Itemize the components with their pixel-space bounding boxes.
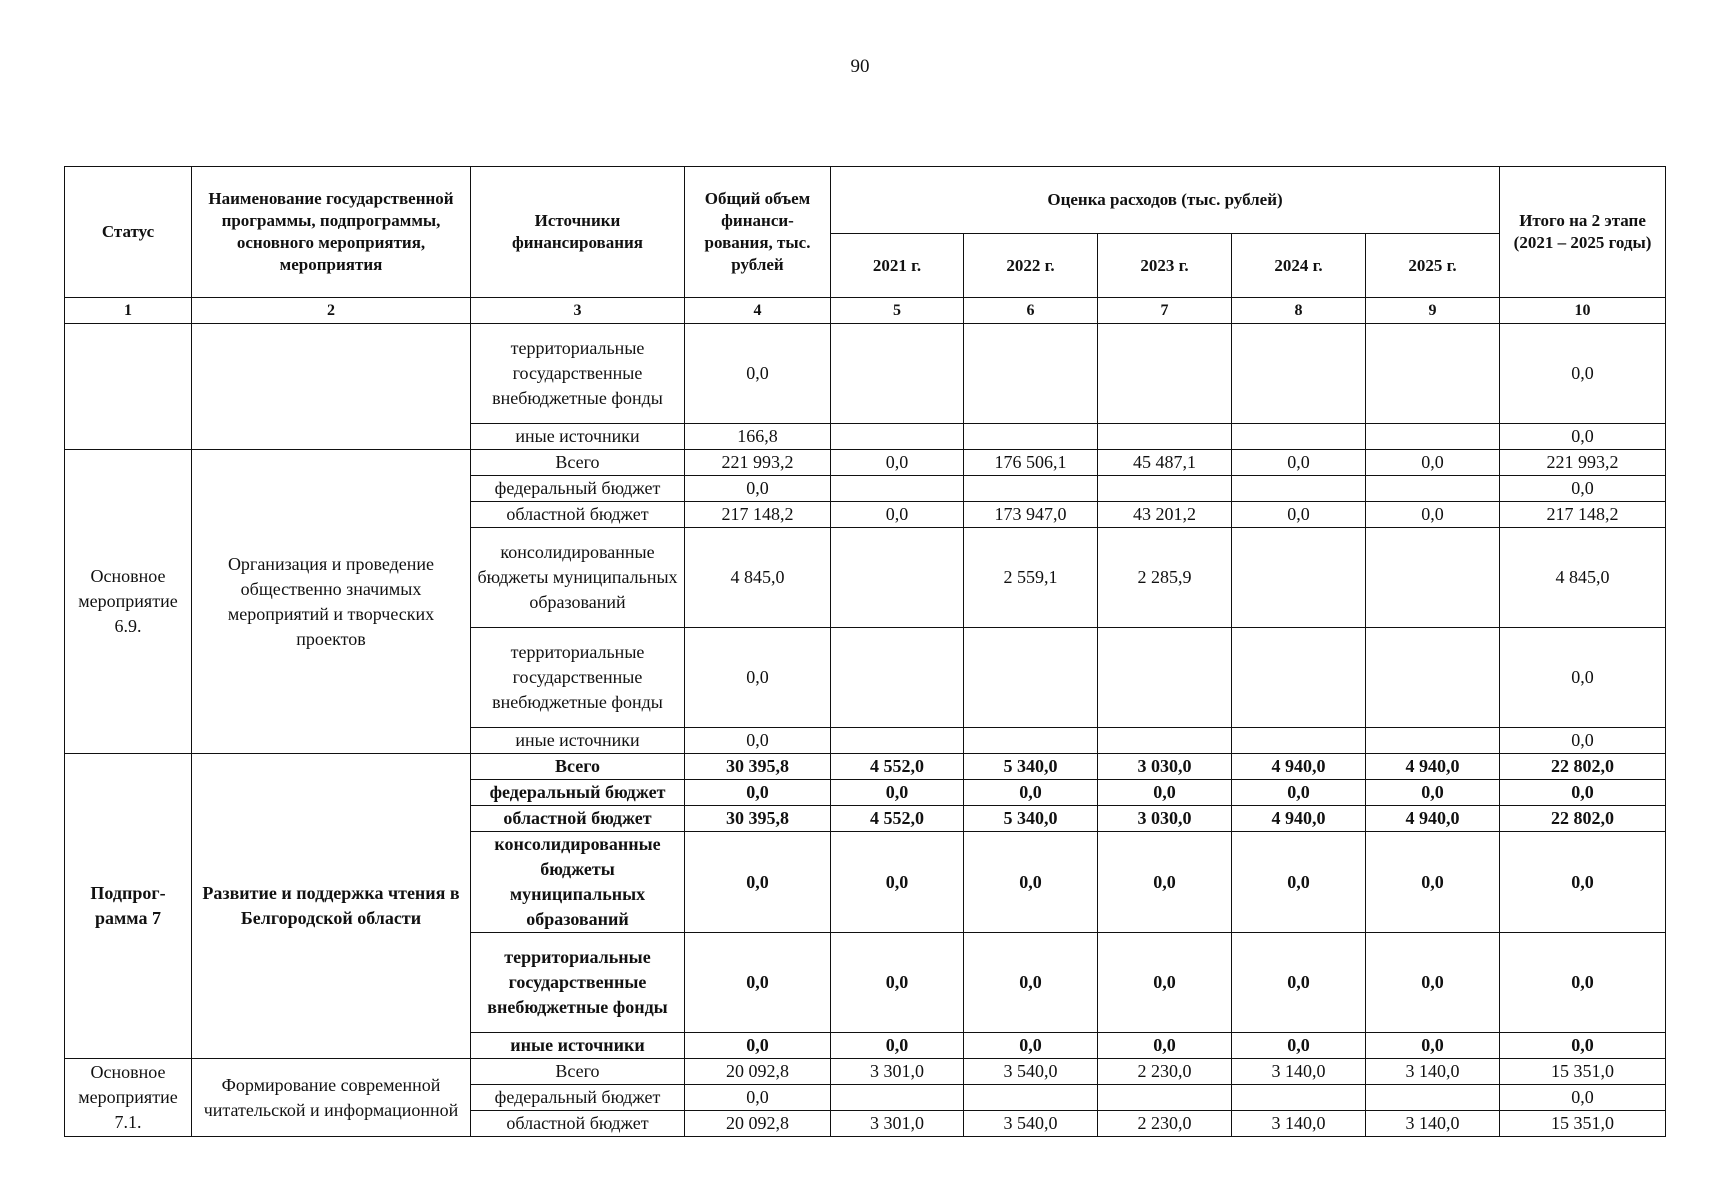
year-2022-cell: 2 559,1 (964, 528, 1098, 628)
year-2021-cell: 4 552,0 (831, 806, 964, 832)
table-row (65, 324, 1666, 424)
year-2024-cell: 0,0 (1232, 502, 1366, 528)
source-cell: иные источники (471, 728, 685, 754)
table-row (65, 450, 1666, 476)
source-cell: федеральный бюджет (471, 1085, 685, 1111)
header-total-volume: Общий объем финанси-рования, тыс. рублей (685, 167, 831, 298)
header-year: 2025 г. (1366, 234, 1500, 298)
year-2025-cell: 4 940,0 (1366, 754, 1500, 780)
column-number: 3 (471, 298, 685, 324)
year-2021-cell: 0,0 (831, 502, 964, 528)
table-row (65, 754, 1666, 780)
year-2024-cell: 4 940,0 (1232, 754, 1366, 780)
year-2021-cell (831, 476, 964, 502)
source-cell: Всего (471, 450, 685, 476)
column-number: 5 (831, 298, 964, 324)
total-cell: 0,0 (685, 628, 831, 728)
year-2023-cell: 2 285,9 (1098, 528, 1232, 628)
year-2022-cell: 5 340,0 (964, 806, 1098, 832)
source-cell: областной бюджет (471, 502, 685, 528)
year-2021-cell (831, 424, 964, 450)
source-cell: федеральный бюджет (471, 476, 685, 502)
stage-total-cell: 0,0 (1500, 628, 1666, 728)
stage-total-cell: 0,0 (1500, 1085, 1666, 1111)
year-2024-cell: 0,0 (1232, 832, 1366, 933)
source-cell: территориальные государственные внебюджетные фонды (471, 628, 685, 728)
total-cell: 0,0 (685, 780, 831, 806)
stage-total-cell: 0,0 (1500, 424, 1666, 450)
total-cell: 0,0 (685, 1085, 831, 1111)
year-2021-cell: 3 301,0 (831, 1111, 964, 1137)
year-2024-cell: 3 140,0 (1232, 1059, 1366, 1085)
total-cell: 0,0 (685, 728, 831, 754)
stage-total-cell: 15 351,0 (1500, 1111, 1666, 1137)
source-cell: Всего (471, 754, 685, 780)
name-cell: Развитие и поддержка чтения в Белгородской области (192, 754, 471, 1059)
header-year: 2021 г. (831, 234, 964, 298)
year-2022-cell: 3 540,0 (964, 1059, 1098, 1085)
source-cell: областной бюджет (471, 1111, 685, 1137)
year-2024-cell: 0,0 (1232, 780, 1366, 806)
year-2025-cell: 0,0 (1366, 832, 1500, 933)
year-2023-cell: 43 201,2 (1098, 502, 1232, 528)
year-2023-cell (1098, 1085, 1232, 1111)
header-sources: Источники финансирования (471, 167, 685, 298)
stage-total-cell: 221 993,2 (1500, 450, 1666, 476)
status-cell (65, 324, 192, 450)
year-2025-cell (1366, 628, 1500, 728)
year-2022-cell (964, 476, 1098, 502)
year-2025-cell (1366, 1085, 1500, 1111)
table-body (65, 324, 1666, 1137)
year-2023-cell: 2 230,0 (1098, 1111, 1232, 1137)
year-2022-cell (964, 628, 1098, 728)
total-cell: 30 395,8 (685, 806, 831, 832)
year-2022-cell: 176 506,1 (964, 450, 1098, 476)
year-2024-cell (1232, 528, 1366, 628)
name-cell (192, 324, 471, 450)
source-cell: федеральный бюджет (471, 780, 685, 806)
stage-total-cell: 0,0 (1500, 476, 1666, 502)
year-2022-cell (964, 424, 1098, 450)
year-2025-cell: 3 140,0 (1366, 1111, 1500, 1137)
year-2025-cell: 0,0 (1366, 502, 1500, 528)
year-2022-cell: 5 340,0 (964, 754, 1098, 780)
page-number: 90 (850, 56, 870, 77)
column-number: 4 (685, 298, 831, 324)
year-2021-cell: 3 301,0 (831, 1059, 964, 1085)
name-cell: Организация и проведение общественно значимых мероприятий и творческих проектов (192, 450, 471, 754)
column-number: 2 (192, 298, 471, 324)
year-2021-cell: 0,0 (831, 933, 964, 1033)
year-2022-cell: 0,0 (964, 780, 1098, 806)
stage-total-cell: 0,0 (1500, 933, 1666, 1033)
year-2023-cell (1098, 728, 1232, 754)
stage-total-cell: 22 802,0 (1500, 754, 1666, 780)
status-cell: Подпрог-рамма 7 (65, 754, 192, 1059)
year-2024-cell (1232, 324, 1366, 424)
year-2023-cell (1098, 424, 1232, 450)
year-2024-cell (1232, 424, 1366, 450)
year-2022-cell: 3 540,0 (964, 1111, 1098, 1137)
header-year: 2024 г. (1232, 234, 1366, 298)
total-cell: 0,0 (685, 324, 831, 424)
year-2024-cell (1232, 728, 1366, 754)
status-cell: Основное мероприятие 6.9. (65, 450, 192, 754)
year-2022-cell (964, 728, 1098, 754)
year-2022-cell (964, 1085, 1098, 1111)
year-2025-cell (1366, 324, 1500, 424)
year-2025-cell: 0,0 (1366, 450, 1500, 476)
header-year: 2023 г. (1098, 234, 1232, 298)
stage-total-cell: 0,0 (1500, 780, 1666, 806)
year-2021-cell (831, 528, 964, 628)
header-stage-total: Итого на 2 этапе (2021 – 2025 годы) (1500, 167, 1666, 298)
total-cell: 0,0 (685, 476, 831, 502)
stage-total-cell: 0,0 (1500, 832, 1666, 933)
source-cell: консолидированные бюджеты муниципальных образований (471, 528, 685, 628)
stage-total-cell: 0,0 (1500, 728, 1666, 754)
source-cell: консолидированные бюджеты муниципальных образований (471, 832, 685, 933)
year-2023-cell: 3 030,0 (1098, 754, 1232, 780)
header-name: Наименование государственной программы, подпрограммы, основного мероприятия, мероприятия (192, 167, 471, 298)
year-2021-cell: 4 552,0 (831, 754, 964, 780)
year-2025-cell: 3 140,0 (1366, 1059, 1500, 1085)
source-cell: территориальные государственные внебюджетные фонды (471, 324, 685, 424)
year-2023-cell: 0,0 (1098, 780, 1232, 806)
column-number: 7 (1098, 298, 1232, 324)
table-row (65, 1059, 1666, 1085)
total-cell: 0,0 (685, 933, 831, 1033)
year-2021-cell: 0,0 (831, 780, 964, 806)
year-2021-cell (831, 728, 964, 754)
year-2022-cell (964, 324, 1098, 424)
year-2021-cell (831, 324, 964, 424)
stage-total-cell: 4 845,0 (1500, 528, 1666, 628)
year-2023-cell (1098, 324, 1232, 424)
column-number: 1 (65, 298, 192, 324)
year-2025-cell (1366, 528, 1500, 628)
year-2022-cell: 0,0 (964, 1033, 1098, 1059)
column-number: 9 (1366, 298, 1500, 324)
total-cell: 0,0 (685, 832, 831, 933)
stage-total-cell: 0,0 (1500, 324, 1666, 424)
stage-total-cell: 0,0 (1500, 1033, 1666, 1059)
source-cell: областной бюджет (471, 806, 685, 832)
stage-total-cell: 22 802,0 (1500, 806, 1666, 832)
year-2025-cell: 0,0 (1366, 933, 1500, 1033)
year-2024-cell: 0,0 (1232, 1033, 1366, 1059)
column-number: 6 (964, 298, 1098, 324)
total-cell: 0,0 (685, 1033, 831, 1059)
year-2021-cell: 0,0 (831, 1033, 964, 1059)
year-2022-cell: 173 947,0 (964, 502, 1098, 528)
total-cell: 30 395,8 (685, 754, 831, 780)
header-year: 2022 г. (964, 234, 1098, 298)
name-cell: Формирование современной читательской и информационной (192, 1059, 471, 1137)
year-2023-cell: 0,0 (1098, 832, 1232, 933)
total-cell: 20 092,8 (685, 1111, 831, 1137)
source-cell: иные источники (471, 1033, 685, 1059)
year-2024-cell (1232, 1085, 1366, 1111)
year-2023-cell: 45 487,1 (1098, 450, 1232, 476)
stage-total-cell: 15 351,0 (1500, 1059, 1666, 1085)
financing-table (64, 166, 1666, 1137)
total-cell: 4 845,0 (685, 528, 831, 628)
year-2025-cell (1366, 424, 1500, 450)
year-2024-cell: 0,0 (1232, 933, 1366, 1033)
source-cell: Всего (471, 1059, 685, 1085)
stage-total-cell: 217 148,2 (1500, 502, 1666, 528)
year-2023-cell: 0,0 (1098, 1033, 1232, 1059)
year-2024-cell: 0,0 (1232, 450, 1366, 476)
year-2023-cell (1098, 476, 1232, 502)
year-2021-cell (831, 628, 964, 728)
year-2024-cell (1232, 476, 1366, 502)
total-cell: 217 148,2 (685, 502, 831, 528)
year-2025-cell (1366, 476, 1500, 502)
year-2022-cell: 0,0 (964, 832, 1098, 933)
year-2023-cell: 3 030,0 (1098, 806, 1232, 832)
year-2025-cell: 0,0 (1366, 780, 1500, 806)
year-2025-cell (1366, 728, 1500, 754)
source-cell: иные источники (471, 424, 685, 450)
total-cell: 221 993,2 (685, 450, 831, 476)
status-cell: Основное мероприятие 7.1. (65, 1059, 192, 1137)
year-2024-cell: 4 940,0 (1232, 806, 1366, 832)
year-2022-cell: 0,0 (964, 933, 1098, 1033)
year-2023-cell: 0,0 (1098, 933, 1232, 1033)
year-2021-cell: 0,0 (831, 450, 964, 476)
total-cell: 20 092,8 (685, 1059, 831, 1085)
total-cell: 166,8 (685, 424, 831, 450)
year-2021-cell (831, 1085, 964, 1111)
year-2024-cell: 3 140,0 (1232, 1111, 1366, 1137)
year-2025-cell: 4 940,0 (1366, 806, 1500, 832)
year-2021-cell: 0,0 (831, 832, 964, 933)
year-2023-cell: 2 230,0 (1098, 1059, 1232, 1085)
column-number: 10 (1500, 298, 1666, 324)
year-2025-cell: 0,0 (1366, 1033, 1500, 1059)
column-number: 8 (1232, 298, 1366, 324)
year-2024-cell (1232, 628, 1366, 728)
source-cell: территориальные государственные внебюджетные фонды (471, 933, 685, 1033)
header-estimate: Оценка расходов (тыс. рублей) (831, 167, 1500, 234)
year-2023-cell (1098, 628, 1232, 728)
header-status: Статус (65, 167, 192, 298)
